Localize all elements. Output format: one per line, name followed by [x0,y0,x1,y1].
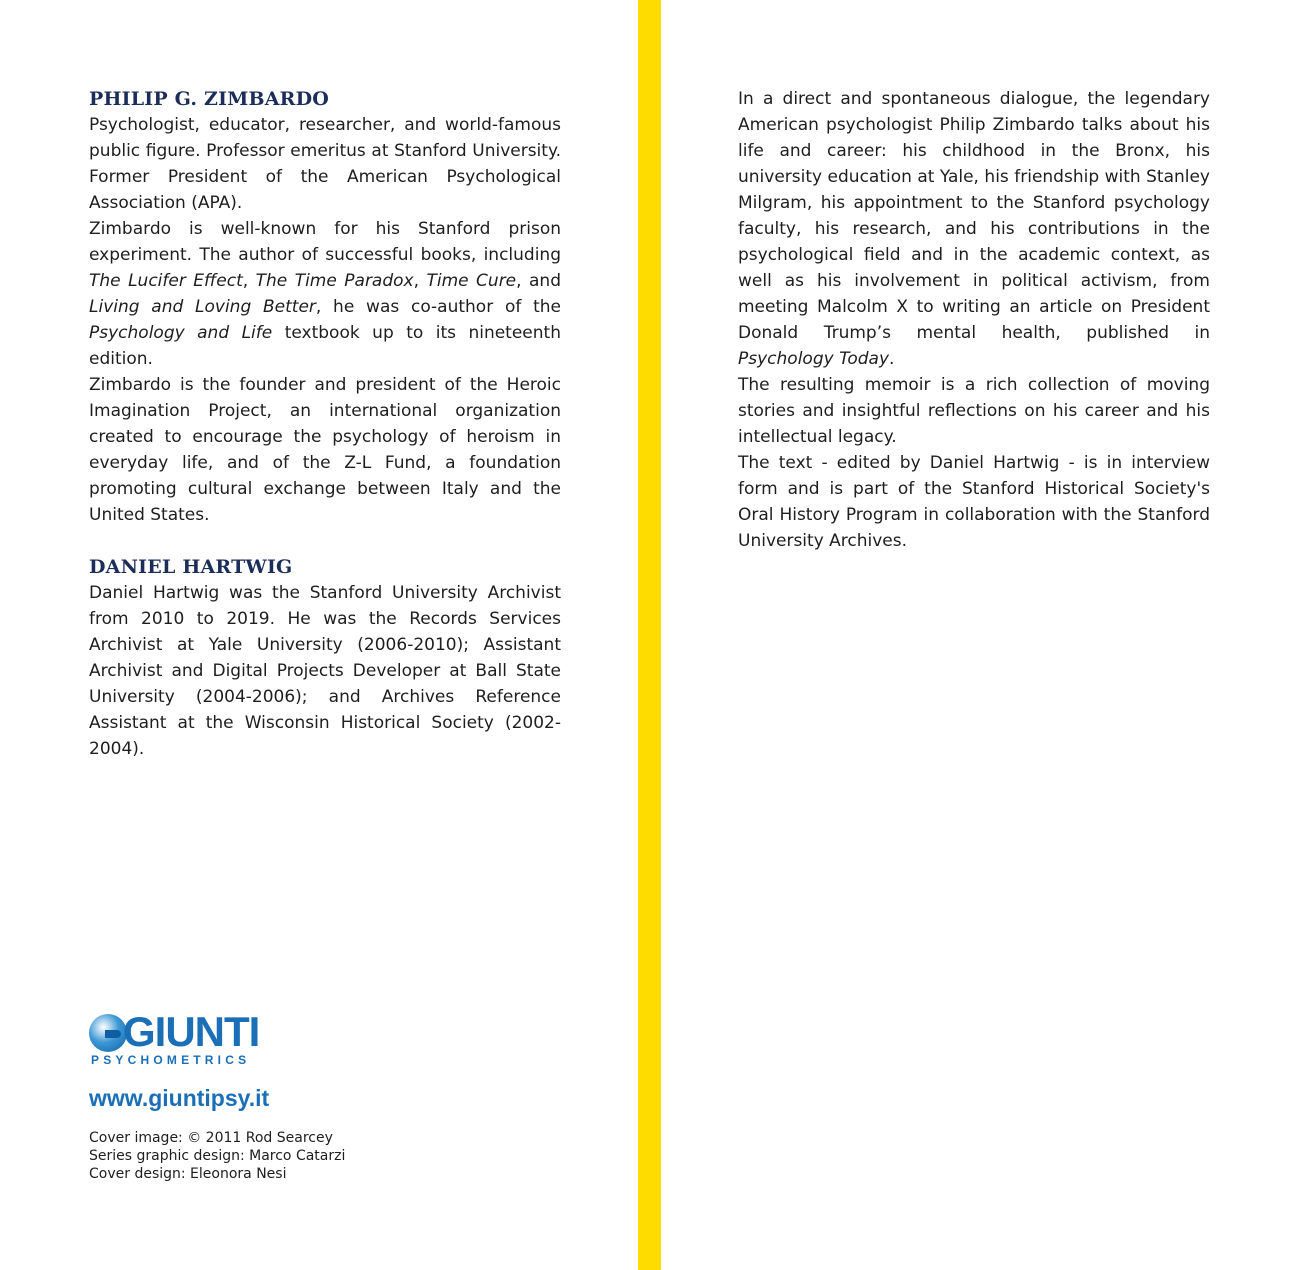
book-description-paragraph-1: In a direct and spontaneous dialogue, the legendary American psychologist Philip Zimbardo talks about his life and career: his childhood in the Bronx, his university education at Yale, his friendship with Stanley Milgram, his appointment to the Stanford psychology faculty, his research, and his contributions in the psychological field and in the academic context, as well as his involvement in political activism, from meeting Malcolm X to writing an article on President Donald Trump’s mental health, published in Psychology Today. [738,89,1210,369]
book-title: The Lucifer Effect [89,271,243,291]
section-gap [89,528,561,554]
cover-credits [89,1129,345,1183]
logo-wordmark: GIUNTI [123,1008,260,1055]
book-description-paragraph-3: The text - edited by Daniel Hartwig - is in interview form and is part of the Stanford Historical Society's Oral History Program in collaboration with the Stanford University Archives. [738,453,1210,551]
spine-yellow-bar [638,0,661,1270]
zimbardo-bio-paragraph-1: Psychologist, educator, researcher, and world-famous public figure. Professor emeritus at Stanford University. Former President of the American Psychological Association (APA). [89,115,561,213]
book-description-paragraph-2: The resulting memoir is a rich collection of moving stories and insightful reflections on his career and his intellectual legacy. [738,375,1210,447]
zimbardo-bio-paragraph-3: Zimbardo is the founder and president of the Heroic Imagination Project, an international organization created to encourage the psychology of heroism in everyday life, and of the Z-L Fund, a foundation promoting cultural exchange between Italy and the United States. [89,375,561,525]
giunti-globe-icon [89,1014,127,1052]
zimbardo-bio-paragraph-2: Zimbardo is well-known for his Stanford prison experiment. The author of successful books, including The Lucifer Effect, The Time Paradox, Time Cure, and Living and Loving Better, he was co-author of the Psychology and Life textbook up to its nineteenth edition. [89,219,561,369]
book-title: Time Cure [426,271,517,291]
credit-series-design: Series graphic design: Marco Catarzi [89,1148,346,1164]
book-title: Living and Loving Better [89,297,316,317]
book-title: The Time Paradox [255,271,414,291]
magazine-title: Psychology Today [738,349,890,369]
logo-subtitle: PSYCHOMETRICS [91,1053,251,1067]
back-cover-right-column [738,86,1210,554]
back-cover-left-column [89,86,561,762]
credit-cover-design: Cover design: Eleonora Nesi [89,1166,287,1182]
hartwig-bio-paragraph: Daniel Hartwig was the Stanford University Archivist from 2010 to 2019. He was the Records Services Archivist at Yale University (2006-2010); Assistant Archivist and Digital Projects Developer at Ball State University (2004-2006); and Archives Reference Assistant at the Wisconsin Historical Society (2002-2004). [89,583,561,759]
giunti-psychometrics-logo [89,1008,289,1072]
author-name-zimbardo: PHILIP G. ZIMBARDO [89,88,330,110]
book-title: Psychology and Life [89,323,273,343]
author-name-hartwig: DANIEL HARTWIG [89,556,293,578]
credit-cover-image: Cover image: © 2011 Rod Searcey [89,1130,333,1146]
publisher-website-link[interactable]: www.giuntipsy.it [89,1085,270,1111]
